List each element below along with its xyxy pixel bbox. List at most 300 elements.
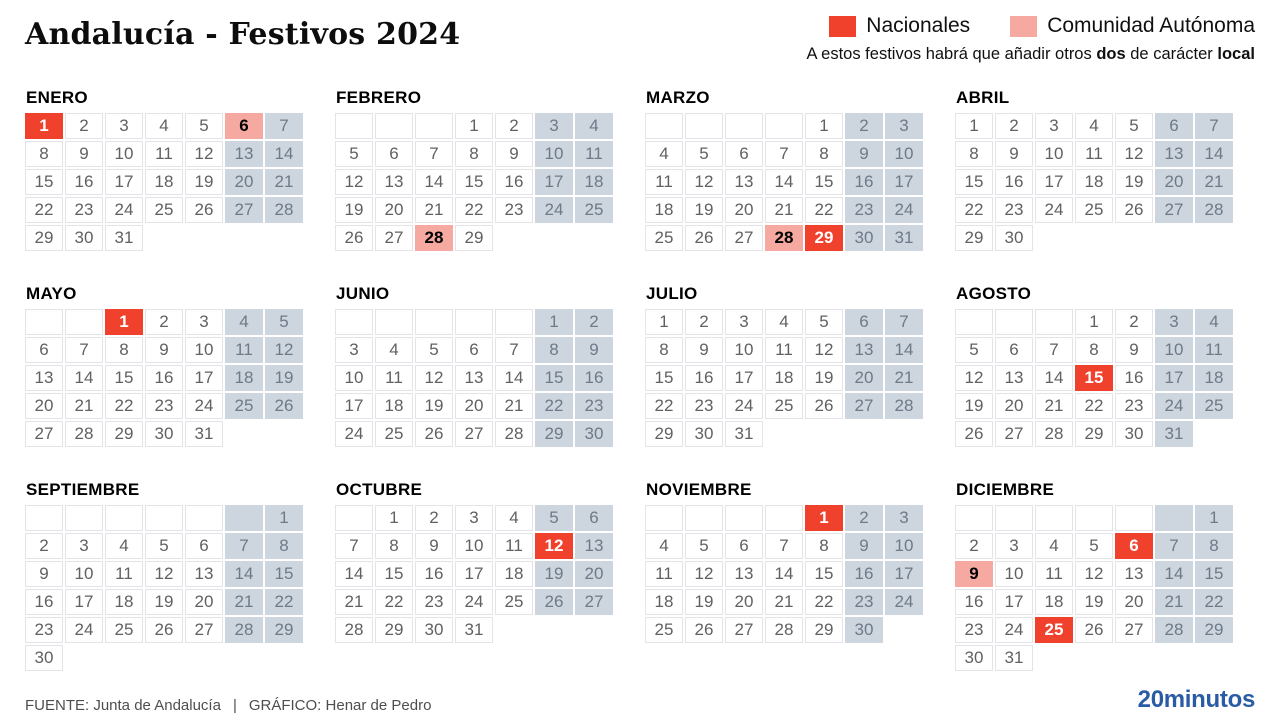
day-cell: 25 — [375, 421, 413, 447]
day-cell: 6 — [455, 337, 493, 363]
day-cell: 24 — [1155, 393, 1193, 419]
day-cell: 12 — [805, 337, 843, 363]
day-cell: 24 — [185, 393, 223, 419]
empty-cell — [685, 505, 723, 531]
day-cell: 18 — [645, 589, 683, 615]
day-cell: 18 — [1075, 169, 1113, 195]
day-cell: 21 — [65, 393, 103, 419]
day-cell: 20 — [725, 197, 763, 223]
day-cell: 14 — [885, 337, 923, 363]
day-cell: 16 — [575, 365, 613, 391]
day-cell: 5 — [1075, 533, 1113, 559]
day-cell: 2 — [955, 533, 993, 559]
day-cell: 30 — [25, 645, 63, 671]
subtitle — [806, 45, 1255, 64]
day-cell: 22 — [265, 589, 303, 615]
month-name: MARZO — [646, 88, 710, 107]
empty-cell — [765, 113, 803, 139]
day-cell: 11 — [575, 141, 613, 167]
day-cell: 22 — [535, 393, 573, 419]
day-cell: 20 — [185, 589, 223, 615]
day-cell: 26 — [265, 393, 303, 419]
day-cell: 24 — [1035, 197, 1073, 223]
month-julio — [645, 284, 925, 447]
day-cell: 22 — [955, 197, 993, 223]
day-cell: 14 — [265, 141, 303, 167]
day-cell: 15 — [105, 365, 143, 391]
day-cell: 26 — [685, 617, 723, 643]
credits — [25, 697, 431, 714]
day-cell: 29 — [375, 617, 413, 643]
day-cell: 9 — [575, 337, 613, 363]
day-cell: 16 — [845, 561, 883, 587]
calendar-grid — [25, 88, 1255, 671]
day-cell: 21 — [765, 197, 803, 223]
day-cell: 28 — [265, 197, 303, 223]
month-days — [335, 113, 615, 251]
day-cell: 19 — [805, 365, 843, 391]
empty-cell — [645, 505, 683, 531]
empty-cell — [225, 505, 263, 531]
day-cell: 22 — [375, 589, 413, 615]
day-cell: 3 — [885, 505, 923, 531]
day-cell: 21 — [335, 589, 373, 615]
day-cell: 31 — [185, 421, 223, 447]
month-name: JUNIO — [336, 284, 390, 303]
day-cell: 15 — [805, 169, 843, 195]
day-cell: 16 — [25, 589, 63, 615]
month-name: DICIEMBRE — [956, 480, 1055, 499]
day-cell: 19 — [535, 561, 573, 587]
month-name: ENERO — [26, 88, 88, 107]
day-cell: 12 — [265, 337, 303, 363]
day-cell: 10 — [65, 561, 103, 587]
empty-cell — [955, 309, 993, 335]
national-color-swatch — [829, 16, 856, 37]
day-cell: 30 — [995, 225, 1033, 251]
month-days — [955, 309, 1235, 447]
day-cell: 17 — [335, 393, 373, 419]
day-cell: 30 — [685, 421, 723, 447]
day-cell: 4 — [1035, 533, 1073, 559]
day-cell: 7 — [225, 533, 263, 559]
day-cell: 7 — [415, 141, 453, 167]
holiday-national-day: 12 — [535, 533, 573, 559]
header-right — [806, 14, 1255, 64]
day-cell: 20 — [375, 197, 413, 223]
month-name: AGOSTO — [956, 284, 1032, 303]
day-cell: 26 — [1075, 617, 1113, 643]
day-cell: 14 — [495, 365, 533, 391]
day-cell: 2 — [1115, 309, 1153, 335]
day-cell: 20 — [575, 561, 613, 587]
month-days — [25, 309, 305, 447]
day-cell: 15 — [1195, 561, 1233, 587]
day-cell: 20 — [455, 393, 493, 419]
day-cell: 16 — [495, 169, 533, 195]
day-cell: 5 — [535, 505, 573, 531]
day-cell: 28 — [1155, 617, 1193, 643]
day-cell: 30 — [845, 617, 883, 643]
day-cell: 6 — [1155, 113, 1193, 139]
day-cell: 13 — [725, 169, 763, 195]
month-septiembre — [25, 480, 305, 671]
day-cell: 21 — [415, 197, 453, 223]
day-cell: 8 — [105, 337, 143, 363]
day-cell: 25 — [225, 393, 263, 419]
month-febrero — [335, 88, 615, 251]
day-cell: 28 — [885, 393, 923, 419]
day-cell: 21 — [495, 393, 533, 419]
month-junio — [335, 284, 615, 447]
day-cell: 30 — [145, 421, 183, 447]
day-cell: 25 — [645, 617, 683, 643]
day-cell: 23 — [145, 393, 183, 419]
empty-cell — [455, 309, 493, 335]
day-cell: 11 — [225, 337, 263, 363]
day-cell: 5 — [145, 533, 183, 559]
day-cell: 11 — [375, 365, 413, 391]
day-cell: 13 — [1155, 141, 1193, 167]
day-cell: 16 — [845, 169, 883, 195]
day-cell: 25 — [765, 393, 803, 419]
empty-cell — [185, 505, 223, 531]
empty-cell — [25, 309, 63, 335]
day-cell: 21 — [265, 169, 303, 195]
day-cell: 17 — [185, 365, 223, 391]
day-cell: 27 — [25, 421, 63, 447]
day-cell: 4 — [145, 113, 183, 139]
day-cell: 24 — [995, 617, 1033, 643]
day-cell: 4 — [645, 141, 683, 167]
day-cell: 29 — [1075, 421, 1113, 447]
day-cell: 16 — [955, 589, 993, 615]
day-cell: 26 — [335, 225, 373, 251]
empty-cell — [725, 505, 763, 531]
day-cell: 3 — [535, 113, 573, 139]
day-cell: 17 — [885, 169, 923, 195]
day-cell: 24 — [335, 421, 373, 447]
day-cell: 1 — [1195, 505, 1233, 531]
empty-cell — [335, 113, 373, 139]
day-cell: 6 — [725, 141, 763, 167]
day-cell: 30 — [575, 421, 613, 447]
day-cell: 26 — [685, 225, 723, 251]
day-cell: 25 — [575, 197, 613, 223]
day-cell: 27 — [185, 617, 223, 643]
day-cell: 12 — [145, 561, 183, 587]
day-cell: 13 — [375, 169, 413, 195]
day-cell: 29 — [645, 421, 683, 447]
day-cell: 30 — [1115, 421, 1153, 447]
day-cell: 17 — [885, 561, 923, 587]
day-cell: 3 — [1035, 113, 1073, 139]
day-cell: 11 — [105, 561, 143, 587]
day-cell: 3 — [105, 113, 143, 139]
day-cell: 7 — [265, 113, 303, 139]
credit-text: GRÁFICO: Henar de Pedro — [248, 697, 432, 714]
empty-cell — [415, 113, 453, 139]
day-cell: 30 — [955, 645, 993, 671]
day-cell: 27 — [225, 197, 263, 223]
month-days — [955, 505, 1235, 671]
day-cell: 20 — [225, 169, 263, 195]
holiday-regional-day: 6 — [225, 113, 263, 139]
day-cell: 5 — [415, 337, 453, 363]
subtitle-text: A estos festivos habrá que añadir otros — [806, 45, 1097, 63]
day-cell: 5 — [335, 141, 373, 167]
day-cell: 4 — [575, 113, 613, 139]
month-name: SEPTIEMBRE — [26, 480, 140, 499]
day-cell: 9 — [415, 533, 453, 559]
day-cell: 31 — [725, 421, 763, 447]
day-cell: 25 — [105, 617, 143, 643]
day-cell: 19 — [685, 589, 723, 615]
day-cell: 14 — [1035, 365, 1073, 391]
day-cell: 5 — [265, 309, 303, 335]
holiday-national-day: 25 — [1035, 617, 1073, 643]
day-cell: 4 — [105, 533, 143, 559]
day-cell: 19 — [1115, 169, 1153, 195]
empty-cell — [415, 309, 453, 335]
empty-cell — [685, 113, 723, 139]
day-cell: 23 — [845, 589, 883, 615]
day-cell: 10 — [725, 337, 763, 363]
day-cell: 16 — [995, 169, 1033, 195]
day-cell: 7 — [765, 141, 803, 167]
empty-cell — [145, 505, 183, 531]
day-cell: 8 — [25, 141, 63, 167]
day-cell: 17 — [535, 169, 573, 195]
day-cell: 27 — [995, 421, 1033, 447]
day-cell: 29 — [535, 421, 573, 447]
empty-cell — [65, 505, 103, 531]
day-cell: 9 — [845, 533, 883, 559]
day-cell: 1 — [535, 309, 573, 335]
day-cell: 27 — [1155, 197, 1193, 223]
day-cell: 17 — [65, 589, 103, 615]
subtitle-text: local — [1217, 45, 1255, 63]
day-cell: 20 — [25, 393, 63, 419]
day-cell: 22 — [105, 393, 143, 419]
day-cell: 15 — [25, 169, 63, 195]
day-cell: 12 — [1115, 141, 1153, 167]
day-cell: 12 — [955, 365, 993, 391]
day-cell: 21 — [225, 589, 263, 615]
day-cell: 23 — [685, 393, 723, 419]
day-cell: 10 — [185, 337, 223, 363]
day-cell: 5 — [685, 141, 723, 167]
day-cell: 25 — [1075, 197, 1113, 223]
day-cell: 11 — [495, 533, 533, 559]
holiday-regional-day: 28 — [415, 225, 453, 251]
day-cell: 25 — [495, 589, 533, 615]
day-cell: 6 — [995, 337, 1033, 363]
day-cell: 13 — [575, 533, 613, 559]
day-cell: 10 — [105, 141, 143, 167]
day-cell: 11 — [1195, 337, 1233, 363]
day-cell: 25 — [645, 225, 683, 251]
header — [25, 14, 1255, 64]
day-cell: 3 — [1155, 309, 1193, 335]
day-cell: 13 — [845, 337, 883, 363]
day-cell: 28 — [1195, 197, 1233, 223]
month-days — [25, 505, 305, 671]
day-cell: 17 — [995, 589, 1033, 615]
day-cell: 18 — [645, 197, 683, 223]
empty-cell — [495, 309, 533, 335]
day-cell: 3 — [65, 533, 103, 559]
day-cell: 9 — [495, 141, 533, 167]
day-cell: 6 — [185, 533, 223, 559]
day-cell: 31 — [105, 225, 143, 251]
day-cell: 16 — [685, 365, 723, 391]
day-cell: 29 — [265, 617, 303, 643]
day-cell: 22 — [805, 197, 843, 223]
day-cell: 26 — [415, 421, 453, 447]
day-cell: 7 — [65, 337, 103, 363]
day-cell: 18 — [145, 169, 183, 195]
day-cell: 9 — [845, 141, 883, 167]
day-cell: 14 — [335, 561, 373, 587]
day-cell: 12 — [685, 169, 723, 195]
day-cell: 2 — [685, 309, 723, 335]
day-cell: 13 — [185, 561, 223, 587]
empty-cell — [1075, 505, 1113, 531]
day-cell: 12 — [335, 169, 373, 195]
day-cell: 21 — [765, 589, 803, 615]
day-cell: 8 — [535, 337, 573, 363]
day-cell: 6 — [25, 337, 63, 363]
day-cell: 9 — [65, 141, 103, 167]
month-name: ABRIL — [956, 88, 1010, 107]
day-cell: 11 — [1035, 561, 1073, 587]
day-cell: 18 — [105, 589, 143, 615]
day-cell: 29 — [455, 225, 493, 251]
day-cell: 19 — [265, 365, 303, 391]
day-cell: 23 — [65, 197, 103, 223]
day-cell: 12 — [415, 365, 453, 391]
day-cell: 19 — [685, 197, 723, 223]
holiday-national-day: 29 — [805, 225, 843, 251]
day-cell: 12 — [185, 141, 223, 167]
day-cell: 16 — [1115, 365, 1153, 391]
day-cell: 4 — [495, 505, 533, 531]
day-cell: 16 — [145, 365, 183, 391]
day-cell: 28 — [495, 421, 533, 447]
day-cell: 15 — [645, 365, 683, 391]
day-cell: 26 — [185, 197, 223, 223]
day-cell: 25 — [1195, 393, 1233, 419]
day-cell: 19 — [145, 589, 183, 615]
day-cell: 1 — [265, 505, 303, 531]
day-cell: 11 — [145, 141, 183, 167]
day-cell: 8 — [375, 533, 413, 559]
day-cell: 10 — [885, 533, 923, 559]
day-cell: 17 — [1035, 169, 1073, 195]
day-cell: 24 — [105, 197, 143, 223]
day-cell: 4 — [645, 533, 683, 559]
source-text: FUENTE: Junta de Andalucía — [25, 697, 221, 714]
day-cell: 1 — [375, 505, 413, 531]
empty-cell — [995, 505, 1033, 531]
day-cell: 8 — [955, 141, 993, 167]
day-cell: 27 — [1115, 617, 1153, 643]
footer — [25, 686, 1255, 714]
subtitle-text: de carácter — [1125, 45, 1218, 63]
day-cell: 26 — [145, 617, 183, 643]
day-cell: 13 — [455, 365, 493, 391]
day-cell: 12 — [685, 561, 723, 587]
day-cell: 8 — [805, 533, 843, 559]
day-cell: 20 — [1115, 589, 1153, 615]
day-cell: 11 — [645, 169, 683, 195]
brand-logo: 20minutos — [1137, 686, 1255, 713]
day-cell: 7 — [1155, 533, 1193, 559]
empty-cell — [955, 505, 993, 531]
day-cell: 1 — [805, 113, 843, 139]
day-cell: 18 — [575, 169, 613, 195]
holiday-regional-day: 9 — [955, 561, 993, 587]
holiday-regional-day: 28 — [765, 225, 803, 251]
day-cell: 5 — [1115, 113, 1153, 139]
subtitle-text: dos — [1096, 45, 1126, 63]
day-cell: 13 — [725, 561, 763, 587]
month-noviembre — [645, 480, 925, 671]
day-cell: 22 — [455, 197, 493, 223]
day-cell: 22 — [645, 393, 683, 419]
day-cell: 7 — [495, 337, 533, 363]
legend-item-nacionales — [829, 14, 970, 38]
day-cell: 27 — [845, 393, 883, 419]
day-cell: 23 — [575, 393, 613, 419]
day-cell: 24 — [65, 617, 103, 643]
day-cell: 23 — [415, 589, 453, 615]
day-cell: 28 — [1035, 421, 1073, 447]
day-cell: 11 — [1075, 141, 1113, 167]
month-name: MAYO — [26, 284, 77, 303]
day-cell: 4 — [765, 309, 803, 335]
day-cell: 10 — [455, 533, 493, 559]
empty-cell — [65, 309, 103, 335]
month-days — [335, 505, 615, 643]
holiday-national-day: 1 — [805, 505, 843, 531]
day-cell: 4 — [1075, 113, 1113, 139]
month-days — [335, 309, 615, 447]
day-cell: 7 — [335, 533, 373, 559]
month-days — [645, 113, 925, 251]
day-cell: 2 — [995, 113, 1033, 139]
day-cell: 28 — [225, 617, 263, 643]
day-cell: 30 — [845, 225, 883, 251]
day-cell: 1 — [1075, 309, 1113, 335]
month-agosto — [955, 284, 1235, 447]
day-cell: 3 — [885, 113, 923, 139]
day-cell: 31 — [1155, 421, 1193, 447]
day-cell: 25 — [145, 197, 183, 223]
day-cell: 7 — [1035, 337, 1073, 363]
day-cell: 21 — [1195, 169, 1233, 195]
day-cell: 18 — [765, 365, 803, 391]
day-cell: 2 — [575, 309, 613, 335]
empty-cell — [1115, 505, 1153, 531]
day-cell: 18 — [1195, 365, 1233, 391]
day-cell: 15 — [375, 561, 413, 587]
day-cell: 11 — [765, 337, 803, 363]
day-cell: 22 — [25, 197, 63, 223]
empty-cell — [105, 505, 143, 531]
day-cell: 23 — [25, 617, 63, 643]
